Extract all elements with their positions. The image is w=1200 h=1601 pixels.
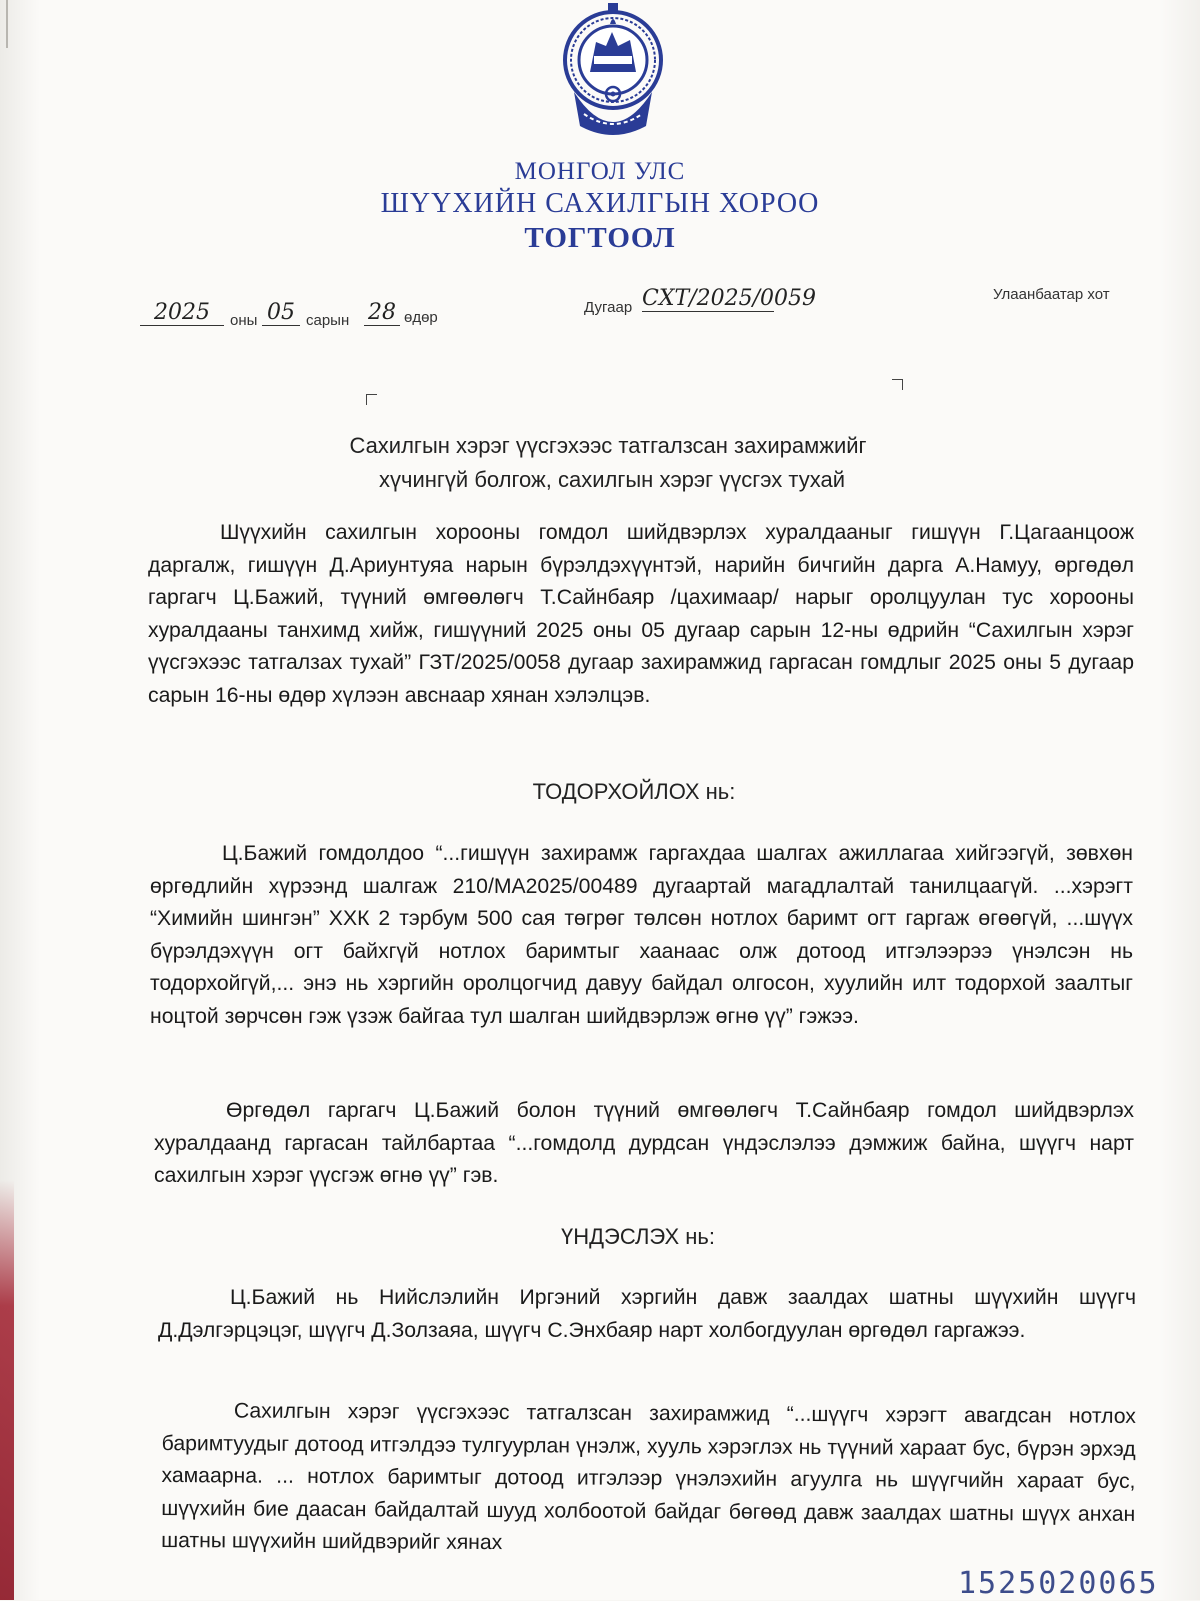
paragraph-hearing-statement — [154, 1095, 1134, 1193]
paragraph-order-quote — [161, 1395, 1136, 1564]
paragraph-petition-text: Ц.Бажий нь Нийслэлийн Иргэний хэргийн давж заалдах шатны шүүхийн шүүгч Д.Дэлгэрцэцэг, шүүгч Д.Золзаяа, шүүгч С.Энхбаяр нарт холбогдуулан өргөдөл гаргажээ. — [158, 1286, 1136, 1342]
date-month-label: сарын — [306, 312, 350, 329]
document-number-label: Дугаар — [584, 299, 633, 316]
subject-corner-left — [366, 394, 377, 405]
paragraph-intro — [148, 517, 1134, 713]
subject-line-2: хүчингүй болгож, сахилгын хэрэг үүсгэх тухай — [379, 467, 845, 492]
paragraph-intro-text: Шүүхийн сахилгын хорооны гомдол шийдвэрлэх хуралдааныг гишүүн Г.Цагаанцоож даргалж, гишүүн Д.Ариунтуяа нарын бүрэлдэхүүнтэй, нарийн бичгийн дарга А.Намуу, өргөдөл гаргагч Ц.Бажий, түүний өмгөөлөгч Т.Сайнбаяр /цахимаар/ нарыг оролцуулан тус хорооны хуралдааны танхимд хийж, гишүүний 2025 оны 05 дугаар сарын 12-ны өдрийн “Сахилгын хэрэг үүсгэхээс татгалзах тухай” ГЗТ/2025/0058 дугаар захирамжид гаргасан гомдлыг 2025 оны 5 дугаар сарын 16-ны өдөр хүлээн авснаар хянан хэлэлцэв. — [148, 521, 1134, 707]
date-day-label: өдөр — [404, 309, 438, 326]
header-document-type: ТОГТООЛ — [524, 222, 676, 254]
paragraph-order-quote-text: Сахилгын хэрэг үүсгэхээс татгалзсан захирамжид “...шүүгч хэрэгт авагдсан нотлох баримтуудыг дотоод итгэлдээ тулгуурлан үнэлж, хууль хэрэглэх нь түүний хараат бус, бүрэн эрхэд хамаарна. ... нотлох баримтыг дотоод итгэлээр үнэлэхийн агуулга нь шүүгчийн хараат бус, шүүхийн бие даасан байдалтай шууд холбоотой байдаг бөгөөд давж заалдах шатны шүүх анхан шатны шүүхийн шийдвэрийг хянах — [161, 1399, 1136, 1555]
scan-edge-mark — [6, 0, 8, 48]
section-heading-findings: ТОДОРХОЙЛОХ нь: — [532, 779, 736, 804]
paragraph-petition — [158, 1282, 1136, 1347]
date-month: 05 — [262, 300, 300, 326]
header-country: МОНГОЛ УЛС — [514, 158, 686, 185]
stamp-number: 1525020065 — [958, 1566, 1159, 1601]
paragraph-hearing-statement-text: Өргөдөл гаргагч Ц.Бажий болон түүний өмгөөлөгч Т.Сайнбаяр гомдол шийдвэрлэх хуралдаанд гаргасан тайлбартаа “...гомдолд дурдсан үндэслэлээ дэмжиж байна, шүүгч нарт сахилгын хэрэг үүсгэж өгнө үү” гэв. — [154, 1099, 1134, 1188]
header-organization: ШҮҮХИЙН САХИЛГЫН ХОРОО — [380, 188, 820, 219]
section-heading-grounds: ҮНДЭСЛЭХ нь: — [561, 1224, 715, 1249]
document-city: Улаанбаатар хот — [993, 286, 1110, 303]
date-year: 2025 — [140, 300, 224, 326]
mongolia-state-emblem-icon — [560, 2, 666, 144]
document-number: СХТ/2025/0059 — [642, 286, 816, 311]
subject-corner-right — [892, 379, 903, 390]
subject-line-1: Сахилгын хэрэг үүсгэхээс татгалзсан захирамжийг — [349, 433, 867, 458]
paragraph-complaint-text: Ц.Бажий гомдолдоо “...гишүүн захирамж гаргахдаа шалгах ажиллагаа хийгээгүй, зөвхөн өргөдлийн хүрээнд шалгаж 210/МА2025/00489 дугаартай магадлалтай танилцаагүй. ...хэрэгт “Химийн шингэн” ХХК 2 тэрбум 500 сая төгрөг төлсөн нотлох баримт огт гаргаж өгөөгүй, ...шүүх бүрэлдэхүүн огт байхгүй нотлох баримтыг хаанаас олж дотоод итгэлээрээ үнэлсэн нь тодорхойгүй,... энэ нь хэргийн оролцогчид давуу байдал олгосон, хуулийн илт тодорхой заалтыг ноцтой зөрчсөн гэж үзэж байгаа тул шалган шийдвэрлэж өгнө үү” гэжээ. — [150, 842, 1133, 1028]
scan-edge-shadow — [0, 1180, 14, 1600]
paragraph-complaint — [150, 838, 1133, 1034]
date-year-label: оны — [230, 312, 258, 329]
date-day: 28 — [364, 300, 400, 326]
